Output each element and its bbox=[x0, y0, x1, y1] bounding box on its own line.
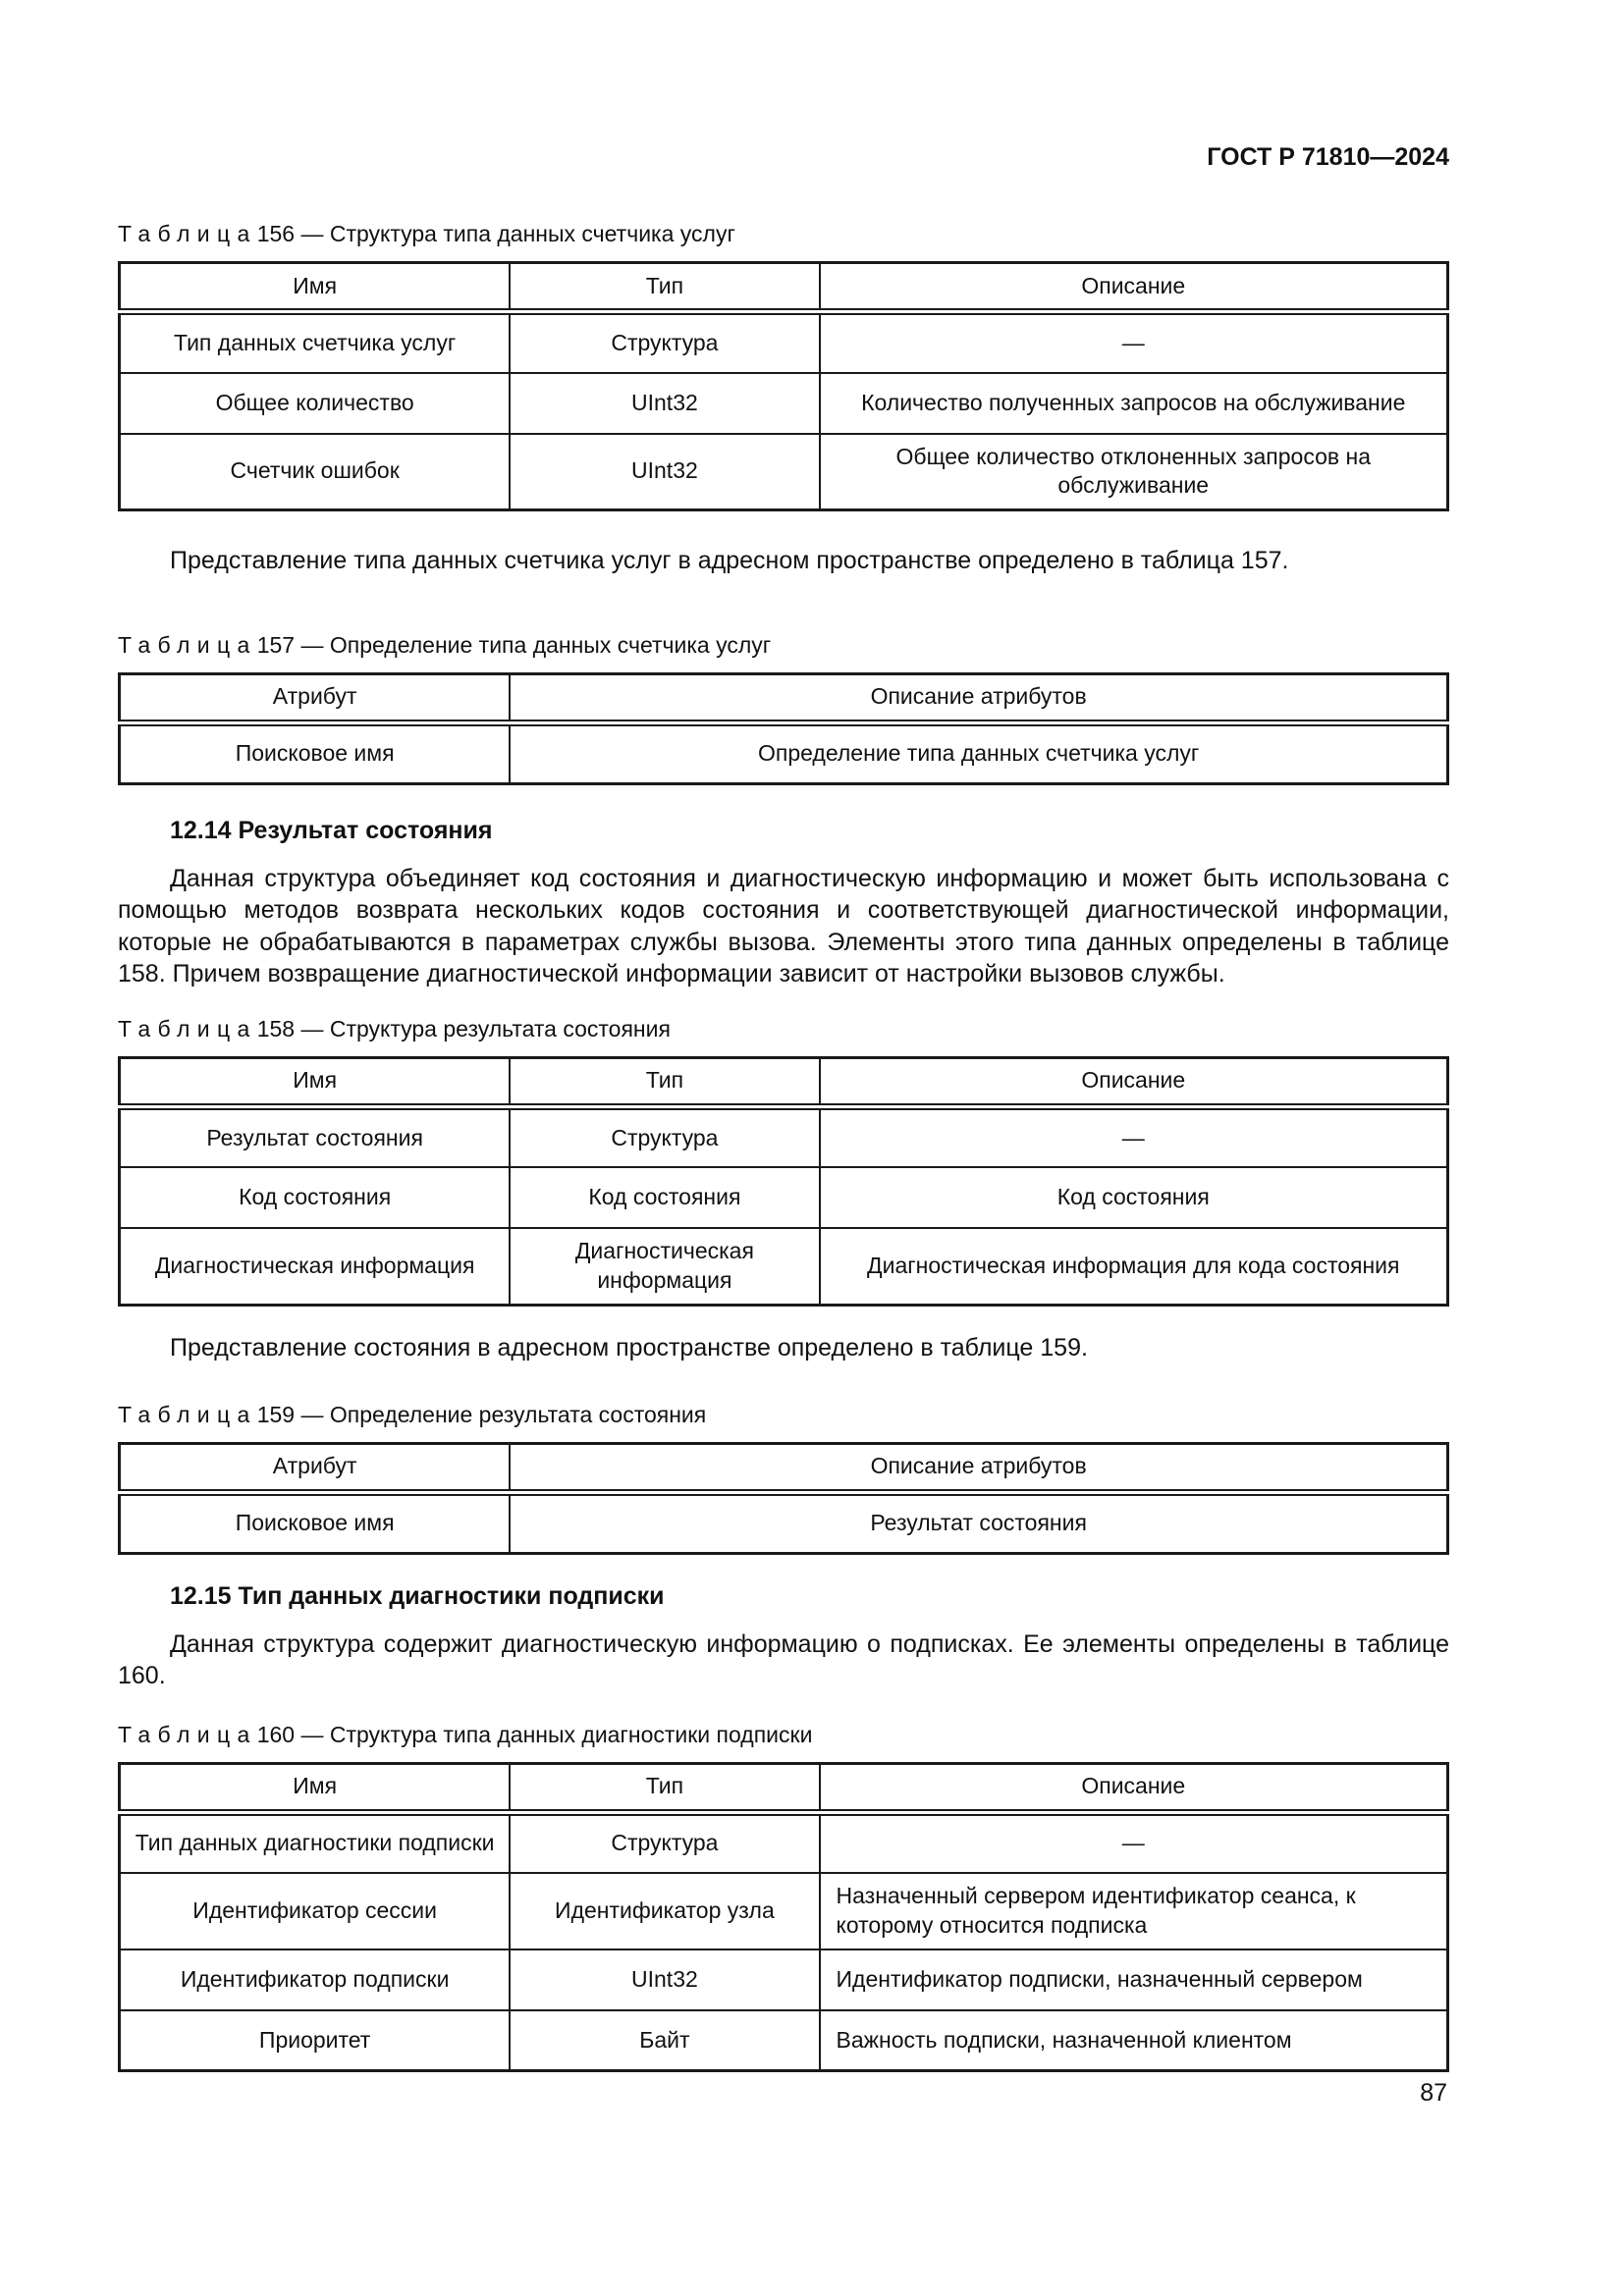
table-cell: Приоритет bbox=[120, 2010, 511, 2071]
table-caption-156 bbox=[118, 221, 1449, 247]
table-cell: Структура bbox=[510, 1106, 819, 1167]
table-cell: Определение типа данных счетчика услуг bbox=[510, 722, 1447, 783]
caption-text: 160 — Структура типа данных диагностики подписки bbox=[256, 1721, 813, 1747]
table-cell: Идентификатор подписки bbox=[120, 1949, 511, 2010]
table-cell: UInt32 bbox=[510, 373, 819, 434]
column-header: Атрибут bbox=[120, 673, 511, 722]
column-header: Тип bbox=[510, 263, 819, 312]
column-header: Описание bbox=[820, 1763, 1448, 1812]
table-157 bbox=[118, 672, 1449, 785]
caption-word: Таблица bbox=[118, 631, 257, 658]
column-header: Описание атрибутов bbox=[510, 1443, 1447, 1492]
caption-text: 156 — Структура типа данных счетчика услуг bbox=[256, 221, 735, 246]
caption-word: Таблица bbox=[118, 1401, 257, 1427]
column-header: Тип bbox=[510, 1057, 819, 1106]
table-159 bbox=[118, 1442, 1449, 1555]
table-cell: Результат состояния bbox=[120, 1106, 511, 1167]
table-cell: Код состояния bbox=[510, 1167, 819, 1228]
table-row bbox=[120, 1106, 1448, 1167]
table-156 bbox=[118, 261, 1449, 511]
table-cell: Диагностическая информация bbox=[120, 1228, 511, 1305]
table-header-row bbox=[120, 1443, 1448, 1492]
paragraph-after-156: Представление типа данных счетчика услуг в адресном пространстве определено в таблица 157. bbox=[170, 547, 1289, 575]
table-cell: Идентификатор узла bbox=[510, 1873, 819, 1949]
paragraph-12-14: Данная структура объединяет код состояния и диагностическую информацию и может быть использована с помощью методов возврата нескольких кодов состояния и соответствующей диагностической информации, которые не обрабатываются в параметрах службы вызова. Элементы этого типа данных определены в таблице 158. Причем возвращение диагностической информации зависит от настройки вызовов службы. bbox=[118, 864, 1449, 988]
table-cell: — bbox=[820, 312, 1448, 373]
caption-text: 159 — Определение результата состояния bbox=[256, 1401, 707, 1427]
table-cell: Результат состояния bbox=[510, 1492, 1447, 1553]
table-row bbox=[120, 1873, 1448, 1949]
column-header: Атрибут bbox=[120, 1443, 511, 1492]
table-caption-157 bbox=[118, 632, 1449, 659]
column-header: Имя bbox=[120, 263, 511, 312]
table-cell: Тип данных счетчика услуг bbox=[120, 312, 511, 373]
section-heading-12-14: 12.14 Результат состояния bbox=[170, 816, 493, 844]
table-cell: Важность подписки, назначенной клиентом bbox=[820, 2010, 1448, 2071]
table-row bbox=[120, 1167, 1448, 1228]
caption-word: Таблица bbox=[118, 1015, 257, 1041]
table-cell: Количество полученных запросов на обслуживание bbox=[820, 373, 1448, 434]
table-caption-160 bbox=[118, 1722, 1449, 1748]
table-160 bbox=[118, 1762, 1449, 2073]
table-row bbox=[120, 1228, 1448, 1305]
page-number: 87 bbox=[1420, 2079, 1447, 2107]
table-cell: Общее количество отклоненных запросов на обслуживание bbox=[820, 434, 1448, 510]
document-page bbox=[118, 0, 1449, 2072]
column-header: Имя bbox=[120, 1057, 511, 1106]
column-header: Тип bbox=[510, 1763, 819, 1812]
table-header-row bbox=[120, 1057, 1448, 1106]
table-158 bbox=[118, 1056, 1449, 1307]
table-cell: Код состояния bbox=[120, 1167, 511, 1228]
table-row bbox=[120, 434, 1448, 510]
table-cell: Диагностическая информация для кода состояния bbox=[820, 1228, 1448, 1305]
table-caption-159 bbox=[118, 1402, 1449, 1428]
table-cell: Общее количество bbox=[120, 373, 511, 434]
table-cell: — bbox=[820, 1812, 1448, 1873]
paragraph-after-158: Представление состояния в адресном пространстве определено в таблице 159. bbox=[170, 1334, 1088, 1362]
table-header-row bbox=[120, 1763, 1448, 1812]
table-cell: — bbox=[820, 1106, 1448, 1167]
column-header: Описание bbox=[820, 1057, 1448, 1106]
table-cell: Поисковое имя bbox=[120, 722, 511, 783]
table-cell: Байт bbox=[510, 2010, 819, 2071]
table-cell: Идентификатор подписки, назначенный сервером bbox=[820, 1949, 1448, 2010]
caption-text: 158 — Структура результата состояния bbox=[256, 1015, 671, 1041]
table-cell: Код состояния bbox=[820, 1167, 1448, 1228]
table-cell: Поисковое имя bbox=[120, 1492, 511, 1553]
table-caption-158 bbox=[118, 1016, 1449, 1042]
table-cell: Структура bbox=[510, 312, 819, 373]
table-cell: UInt32 bbox=[510, 434, 819, 510]
table-cell: Структура bbox=[510, 1812, 819, 1873]
document-header: ГОСТ Р 71810—2024 bbox=[1207, 143, 1449, 171]
caption-text: 157 — Определение типа данных счетчика услуг bbox=[256, 631, 772, 658]
column-header: Имя bbox=[120, 1763, 511, 1812]
table-header-row bbox=[120, 263, 1448, 312]
table-header-row bbox=[120, 673, 1448, 722]
table-cell: Идентификатор сессии bbox=[120, 1873, 511, 1949]
table-row bbox=[120, 1492, 1448, 1553]
table-row bbox=[120, 1812, 1448, 1873]
paragraph-12-15: Данная структура содержит диагностическую информацию о подписках. Ее элементы определены в таблице 160. bbox=[118, 1629, 1449, 1690]
table-row bbox=[120, 312, 1448, 373]
table-cell: Назначенный сервером идентификатор сеанса, к которому относится подписка bbox=[820, 1873, 1448, 1949]
table-cell: Тип данных диагностики подписки bbox=[120, 1812, 511, 1873]
table-row bbox=[120, 2010, 1448, 2071]
column-header: Описание атрибутов bbox=[510, 673, 1447, 722]
table-cell: Счетчик ошибок bbox=[120, 434, 511, 510]
section-heading-12-15: 12.15 Тип данных диагностики подписки bbox=[170, 1581, 665, 1610]
table-row bbox=[120, 373, 1448, 434]
table-row bbox=[120, 722, 1448, 783]
table-cell: UInt32 bbox=[510, 1949, 819, 2010]
table-cell: Диагностическая информация bbox=[510, 1228, 819, 1305]
caption-word: Таблица bbox=[118, 1721, 257, 1747]
caption-word: Таблица bbox=[118, 221, 257, 246]
column-header: Описание bbox=[820, 263, 1448, 312]
table-row bbox=[120, 1949, 1448, 2010]
